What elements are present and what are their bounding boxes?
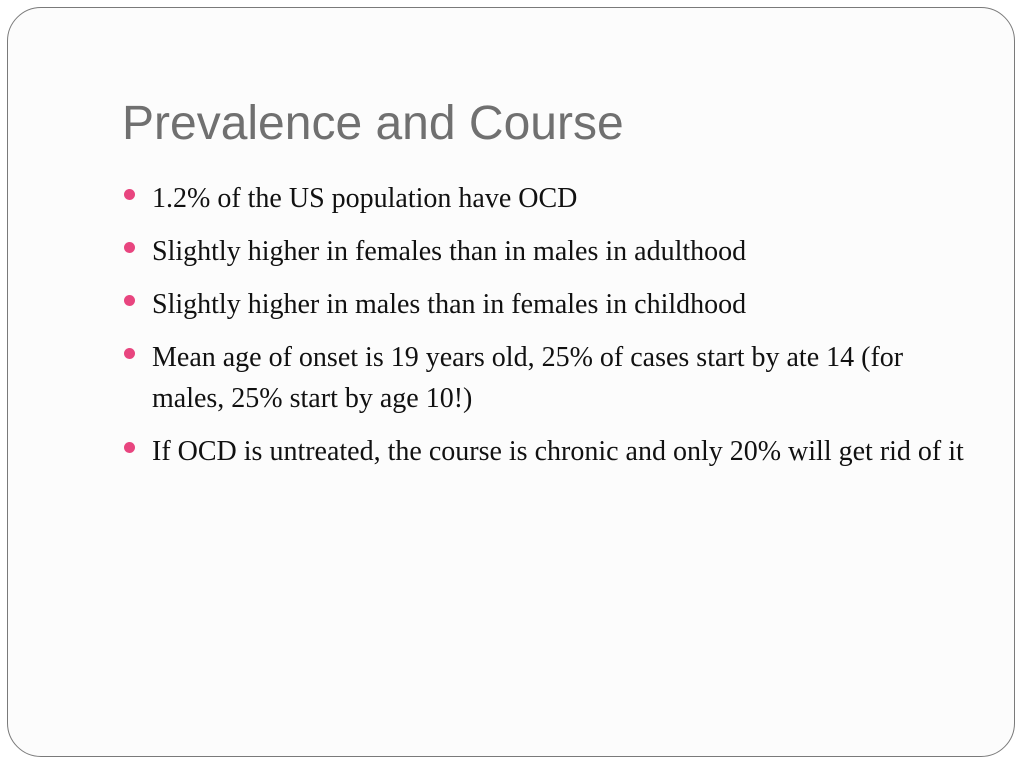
- slide-title: Prevalence and Course: [122, 97, 624, 150]
- bullet-text: Slightly higher in females than in males in adulthood: [152, 236, 747, 267]
- bullet-text: 1.2% of the US population have OCD: [152, 183, 578, 214]
- bullet-item-1: [122, 178, 982, 219]
- bullet-dot-icon: [124, 242, 135, 253]
- bullet-item-4: [122, 337, 982, 419]
- bullet-item-5: [122, 431, 982, 472]
- bullet-dot-icon: [124, 348, 135, 359]
- slide-frame: [7, 7, 1015, 757]
- bullet-dot-icon: [124, 189, 135, 200]
- bullet-item-2: [122, 231, 982, 272]
- bullet-dot-icon: [124, 295, 135, 306]
- bullet-text: Mean age of onset is 19 years old, 25% of cases start by ate 14 (for males, 25% start by age 10!): [152, 342, 904, 414]
- bullet-item-3: [122, 284, 982, 325]
- bullet-list: [122, 178, 982, 484]
- bullet-dot-icon: [124, 442, 135, 453]
- bullet-text: Slightly higher in males than in females in childhood: [152, 289, 747, 320]
- bullet-text: If OCD is untreated, the course is chronic and only 20% will get rid of it: [152, 436, 964, 467]
